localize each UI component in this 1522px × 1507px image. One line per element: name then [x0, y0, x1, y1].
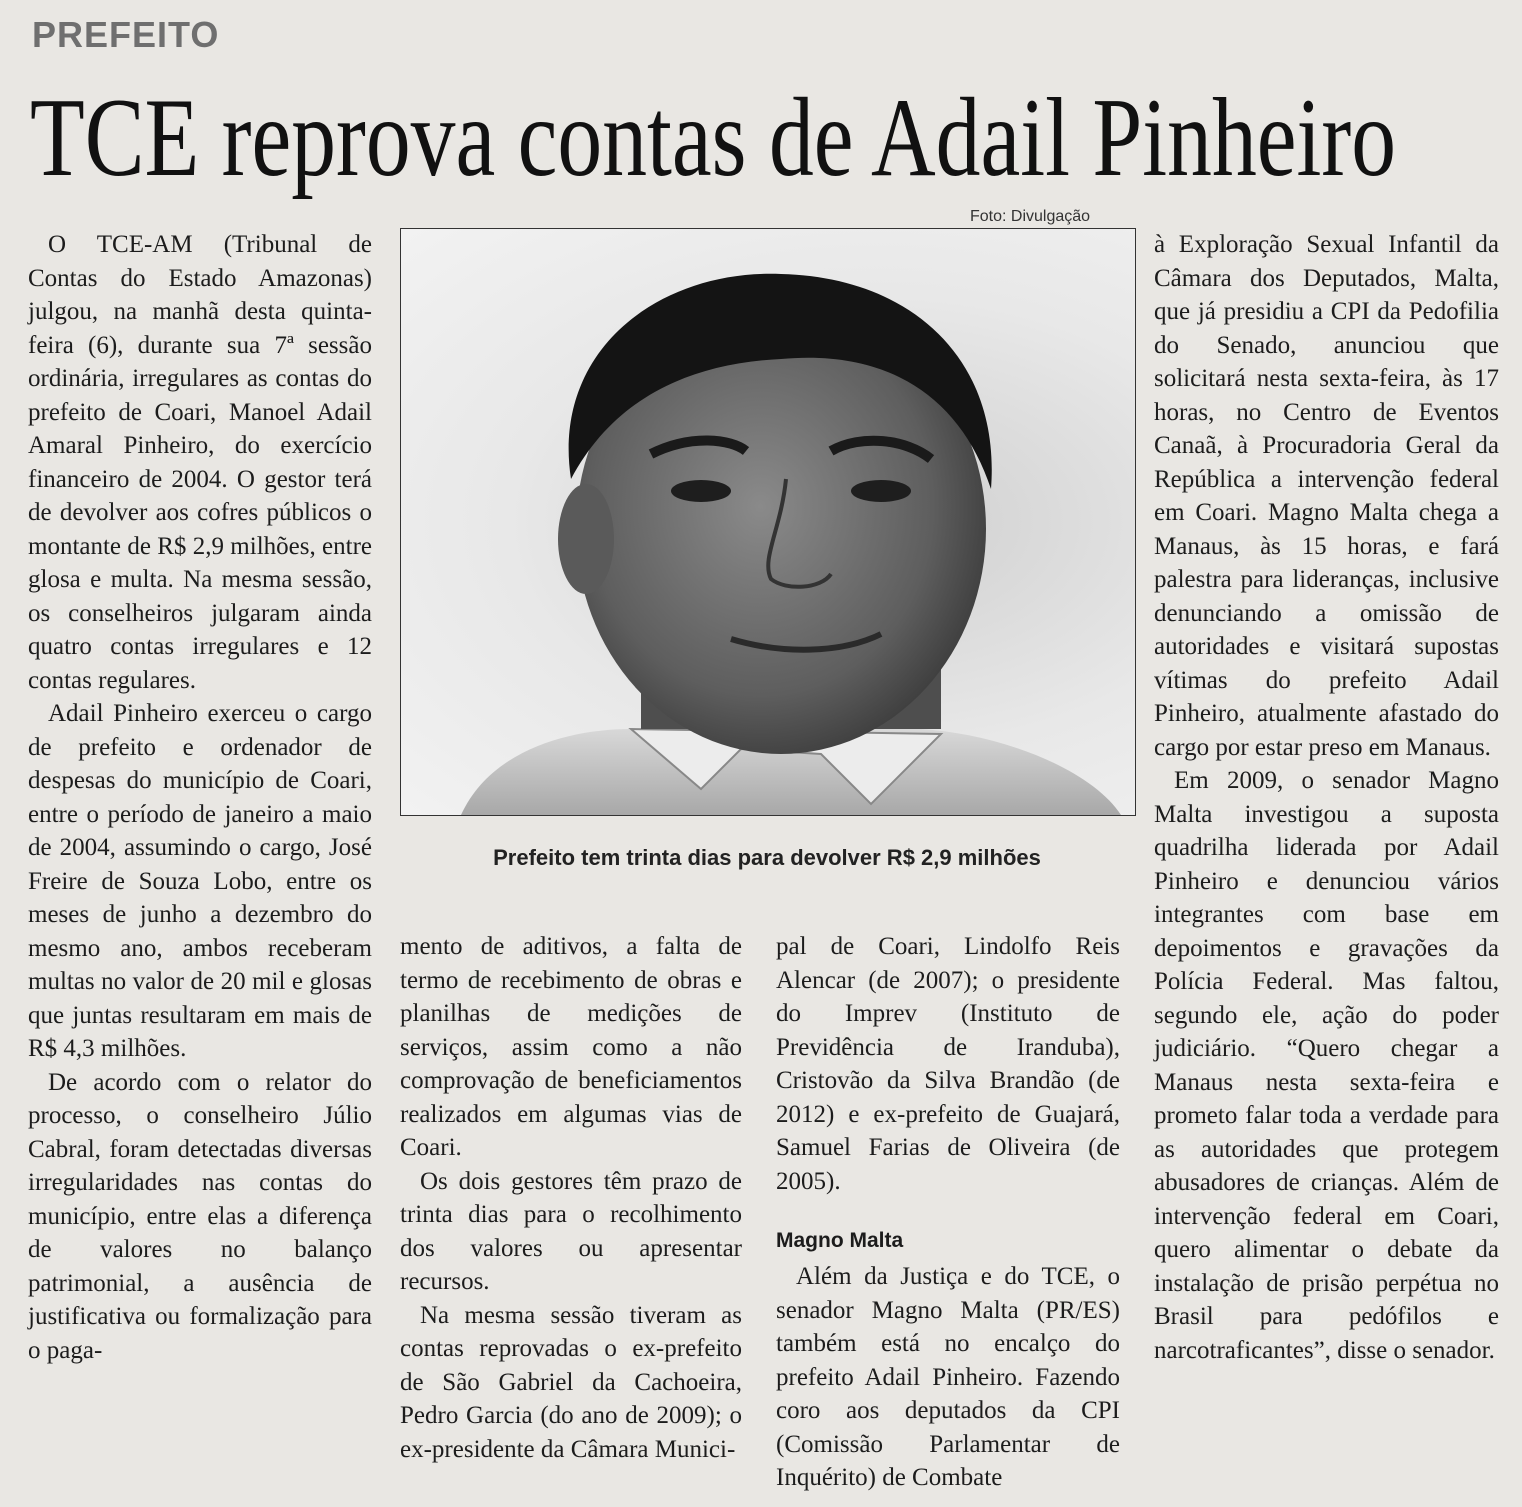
- article-column-2: [400, 930, 742, 1466]
- section-label: PREFEITO: [32, 14, 220, 55]
- subheading: Magno Malta: [776, 1229, 904, 1252]
- article-column-1: [28, 228, 372, 1367]
- paragraph: Os dois gestores têm prazo de trinta dias para o recolhimento dos valores ou apresentar recursos.: [400, 1167, 742, 1295]
- paragraph: De acordo com o relator do processo, o conselheiro Júlio Cabral, foram detectadas diversas irregularidades nas contas do município, entre elas a diferença de valores no balanço patrimonial, a ausência de justificativa ou formalização para o paga-: [28, 1068, 372, 1364]
- headline: TCE reprova contas de Adail Pinheiro: [30, 76, 1397, 200]
- photo-credit: Foto: Divulgação: [970, 208, 1091, 225]
- article-column-3: [776, 930, 1120, 1495]
- portrait-illustration: [401, 229, 1135, 815]
- photo-caption: Prefeito tem trinta dias para devolver R$ 2,9 milhões: [493, 845, 1041, 870]
- paragraph: O TCE-AM (Tribunal de Contas do Estado Amazonas) julgou, na manhã desta quinta-feira (6), durante sua 7ª sessão ordinária, irregulares as contas do prefeito de Coari, Manoel Adail Amaral Pinheiro, do exercício financeiro de 2004. O gestor terá de devolver aos cofres públicos o montante de R$ 2,9 milhões, entre glosa e multa. Na mesma sessão, os conselheiros julgaram ainda quatro contas irregulares e 12 contas regulares.: [28, 231, 372, 694]
- paragraph: Adail Pinheiro exerceu o cargo de prefeito e ordenador de despesas do município de Coari, entre o período de janeiro a maio de 2004, assumindo o cargo, José Freire de Souza Lobo, entre os meses de junho a dezembro do mesmo ano, ambos receberam multas no valor de 20 mil e glosas que juntas resultaram em mais de R$ 4,3 milhões.: [28, 700, 372, 1062]
- paragraph: pal de Coari, Lindolfo Reis Alencar (de 2007); o presidente do Imprev (Instituto de Previdência de Iranduba), Cristovão da Silva Brandão (de 2012) e ex-prefeito de Guajará, Samuel Farias de Oliveira (de 2005).: [776, 933, 1120, 1195]
- article-column-4: [1154, 228, 1499, 1367]
- paragraph: Além da Justiça e do TCE, o senador Magno Malta (PR/ES) também está no encalço do prefeito Adail Pinheiro. Fazendo coro aos deputados da CPI (Comissão Parlamentar de Inquérito) de Combate: [776, 1263, 1120, 1491]
- portrait-photo: [400, 228, 1136, 816]
- paragraph: à Exploração Sexual Infantil da Câmara dos Deputados, Malta, que já presidiu a CPI da Pedofilia do Senado, anunciou que solicitará nesta sexta-feira, às 17 horas, no Centro de Eventos Canaã, à Procuradoria Geral da República a intervenção federal em Coari. Magno Malta chega a Manaus, às 15 horas, e fará palestra para lideranças, inclusive denunciando a omissão de autoridades e visitará supostas vítimas do prefeito Adail Pinheiro, atualmente afastado do cargo por estar preso em Manaus.: [1154, 231, 1499, 761]
- paragraph: mento de aditivos, a falta de termo de recebimento de obras e planilhas de medições de serviços, assim como a não comprovação de beneficiamentos realizados em algumas vias de Coari.: [400, 933, 742, 1161]
- paragraph: Em 2009, o senador Magno Malta investigou a suposta quadrilha liderada por Adail Pinheiro e denunciou vários integrantes com base em depoimentos e gravações da Polícia Federal. Mas faltou, segundo ele, ação do poder judiciário. “Quero chegar a Manaus nesta sexta-feira e prometo falar toda a verdade para as autoridades que protegem abusadores de crianças. Além de intervenção federal em Coari, quero alimentar o debate da instalação de prisão perpétua no Brasil para pedófilos e narcotraficantes”, disse o senador.: [1154, 767, 1499, 1364]
- paragraph: Na mesma sessão tiveram as contas reprovadas o ex-prefeito de São Gabriel da Cachoeira, Pedro Garcia (do ano de 2009); o ex-presidente da Câmara Munici-: [400, 1301, 742, 1463]
